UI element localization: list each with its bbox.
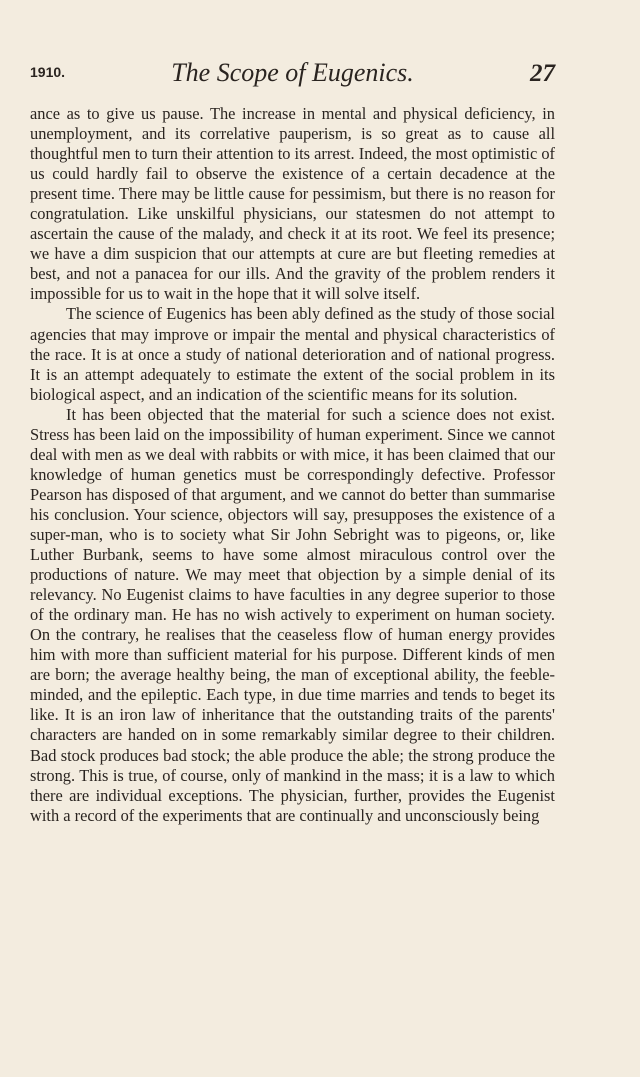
- paragraph-continued: ance as to give us pause. The increase in mental and physical deficiency, in unemployment, and its correlative pauperism, is so great as to cause all thoughtful men to turn their attention to its arrest. Indeed, the most optimistic of us could hardly fail to observe the existence of a certain decadence at the present time. There may be little cause for pessimism, but there is no reason for congratulation. Like unskilful physicians, our statesmen do not attempt to ascertain the cause of the malady, and check it at its root. We feel its presence; we have a dim suspicion that our attempts at cure are but fleeting remedies at best, and not a panacea for our ills. And the gravity of the problem renders it impossible for us to wait in the hope that it will solve itself.: [30, 104, 555, 304]
- running-header: [30, 58, 555, 98]
- paragraph-objection: It has been objected that the material for such a science does not exist. Stress has been laid on the impossibility of human experiment. Since we cannot deal with men as we deal with rabbits or with mice, it has been claimed that our knowledge of human genetics must be correspondingly defective. Professor Pearson has disposed of that argument, and we cannot do better than summarise his conclusion. Your science, objectors will say, presupposes the existence of a super-man, who is to society what Sir John Sebright was to pigeons, or, like Luther Burbank, seems to have some almost miraculous control over the productions of nature. We may meet that objection by a simple denial of its relevancy. No Eugenist claims to have faculties in any degree superior to those of the ordinary man. He has no wish actively to experiment on human society. On the contrary, he realises that the ceaseless flow of human energy provides him with more than sufficient material for his purpose. Different kinds of men are born; the average healthy being, the man of exceptional ability, the feeble-minded, and the epileptic. Each type, in due time marries and tends to beget its like. It is an iron law of inheritance that the outstanding traits of the parents' characters are handed on in some remarkably similar degree to their children. Bad stock produces bad stock; the able produce the able; the strong produce the strong. This is true, of course, only of mankind in the mass; it is a law to which there are individual exceptions. The physician, further, provides the Eugenist with a record of the experiments that are continually and unconsciously being: [30, 404, 555, 825]
- paragraph-eugenics-definition: The science of Eugenics has been ably defined as the study of those social agencies that may improve or impair the mental and physical characteristics of the race. It is at once a study of national deterioration and of national progress. It is an attempt adequately to estimate the extent of the social problem in its biological aspect, and an indication of the scientific means for its solution.: [30, 304, 555, 404]
- page-number: 27: [530, 60, 555, 87]
- body-text: [30, 104, 555, 826]
- header-year: 1910.: [30, 64, 66, 80]
- header-title: The Scope of Eugenics.: [171, 58, 414, 87]
